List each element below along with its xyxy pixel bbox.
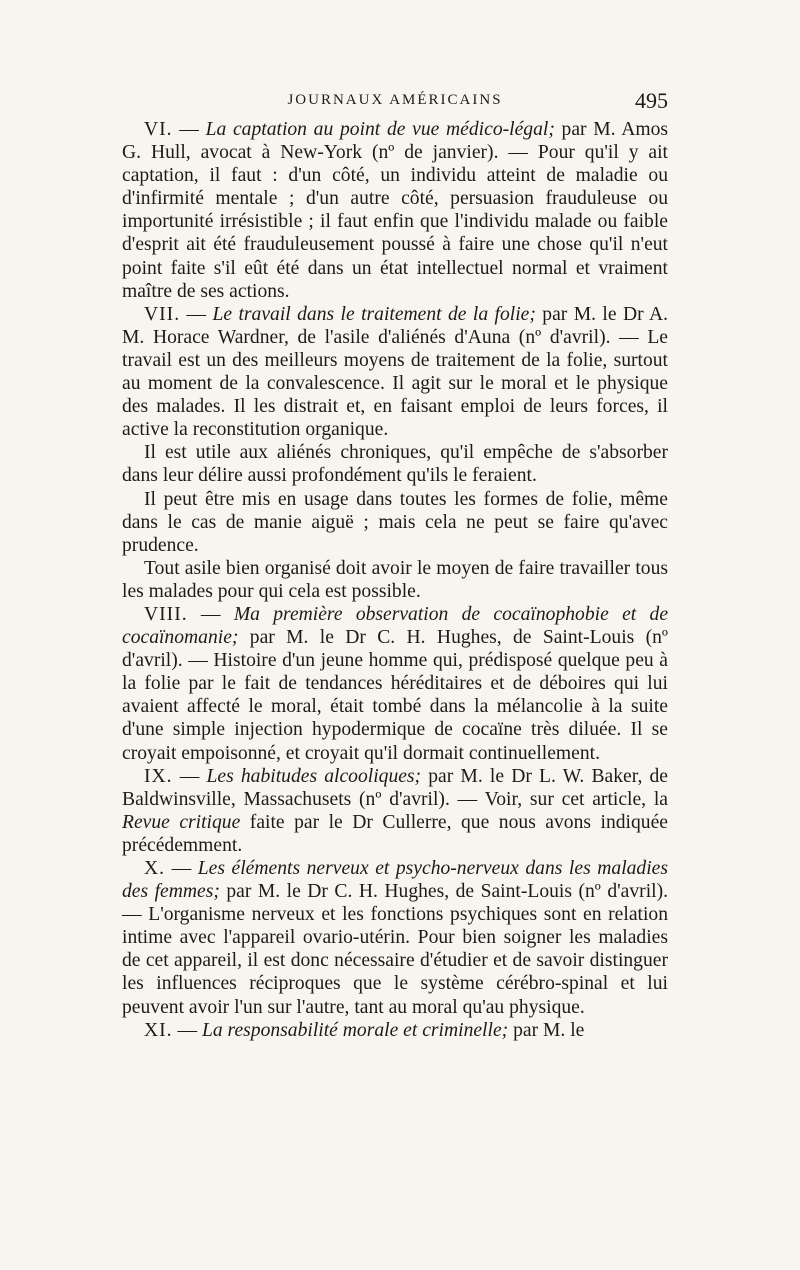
entry-dash: — [172,1019,202,1041]
paragraph: Tout asile bien organisé doit avoir le moyen de faire travailler tous les malades pour qui cela est possible. [122,557,668,602]
entry-text: par M. Amos G. Hull, avocat à New-York (nº de janvier). — Pour qu'il y ait captation, il faut : d'un côté, un individu atteint de maladie ou d'infirmité mentale ; d'un autre côté, persuasion frauduleuse ou importunité irrésistible ; il faut enfin que l'individu malade ou faible d'esprit ait été frauduleusement poussé à faire une chose qu'il n'eut point faite s'il eût été dans un état intellectuel normal et vraiment maître de ses actions. [122,119,669,302]
entry-text: par M. le [508,1019,585,1041]
entry-title: Les habitudes alcooliques; [206,765,422,787]
entry-ix [122,765,668,857]
entry-text: faite par le Dr Cullerre, que nous avons indiquée précédemment. [122,811,668,856]
journal-title: Revue critique [122,811,241,833]
entry-title: Ma première observation de cocaïnophobie et de cocaïnomanie; [122,603,669,649]
page-header [122,88,668,118]
entry-number: XI. [144,1019,173,1041]
entry-xi [122,1019,668,1042]
entry-vi [122,118,668,303]
entry-vii [122,303,668,442]
entry-title: La responsabilité morale et criminelle; [201,1019,509,1041]
entry-text: par M. le Dr L. W. Baker, de Baldwinsville, Massachusets (nº d'avril). — Voir, sur cet article, la [122,765,669,810]
entry-title: Les éléments nerveux et psycho-nerveux dans les maladies des femmes; [122,858,668,903]
entry-text: par M. le Dr C. H. Hughes, de Saint-Louis (nº d'avril). — L'organisme nerveux et les fonctions psychiques sont en relation intime avec l'appareil ovario-utérin. Pour bien soigner les maladies de cet appareil, il est donc nécessaire d'étudier et de savoir distinguer les influences réciproques que le système cérébro-spinal et lui peuvent avoir l'un sur l'autre, tant au moral qu'au physique. [122,881,669,1018]
entry-dash: — [180,303,213,325]
entry-number: VIII. [144,603,188,625]
paragraph: Il est utile aux aliénés chroniques, qu'il empêche de s'absorber dans leur délire aussi profondément qu'ils le feraient. [122,442,668,487]
entry-dash: — [172,765,207,787]
entry-dash: — [165,858,198,879]
entry-dash: — [172,119,206,140]
running-head: JOURNAUX AMÉRICAINS [287,92,503,108]
body-text [122,118,668,1042]
entry-number: VII. [144,303,181,325]
paragraph: Il peut être mis en usage dans toutes les formes de folie, même dans le cas de manie aiguë ; mais cela ne peut se faire qu'avec prudence. [122,488,668,556]
entry-x [122,857,668,1019]
entry-text: par M. le Dr C. H. Hughes, de Saint-Louis (nº d'avril). — Histoire d'un jeune homme qui, prédisposé quelque peu à la folie par le fait de tendances héréditaires et de déboires qui lui avaient affecté le moral, était tombé dans la mélancolie à la suite d'une simple injection hypodermique de cocaïne très diluée. Il se croyait empoisonné, et croyait qu'il dormait continuellement. [122,627,668,764]
entry-dash: — [187,603,234,625]
entry-text: par M. le Dr A. M. Horace Wardner, de l'asile d'aliénés d'Auna (nº d'avril). — Le travail est un des meilleurs moyens de traitement de la folie, surtout au moment de la convalescence. Il agit sur le moral et le physique des malades. Il les distrait et, en faisant emploi de leurs forces, il active la reconstitution organique. [122,303,668,441]
entry-title: La captation au point de vue médico-légal; [205,119,555,140]
entry-viii [122,603,668,765]
entry-number: IX. [144,765,173,787]
entry-number: X. [144,858,166,879]
entry-number: VI. [144,119,173,140]
entry-title: Le travail dans le traitement de la folie; [212,303,536,325]
page-number: 495 [635,88,668,113]
